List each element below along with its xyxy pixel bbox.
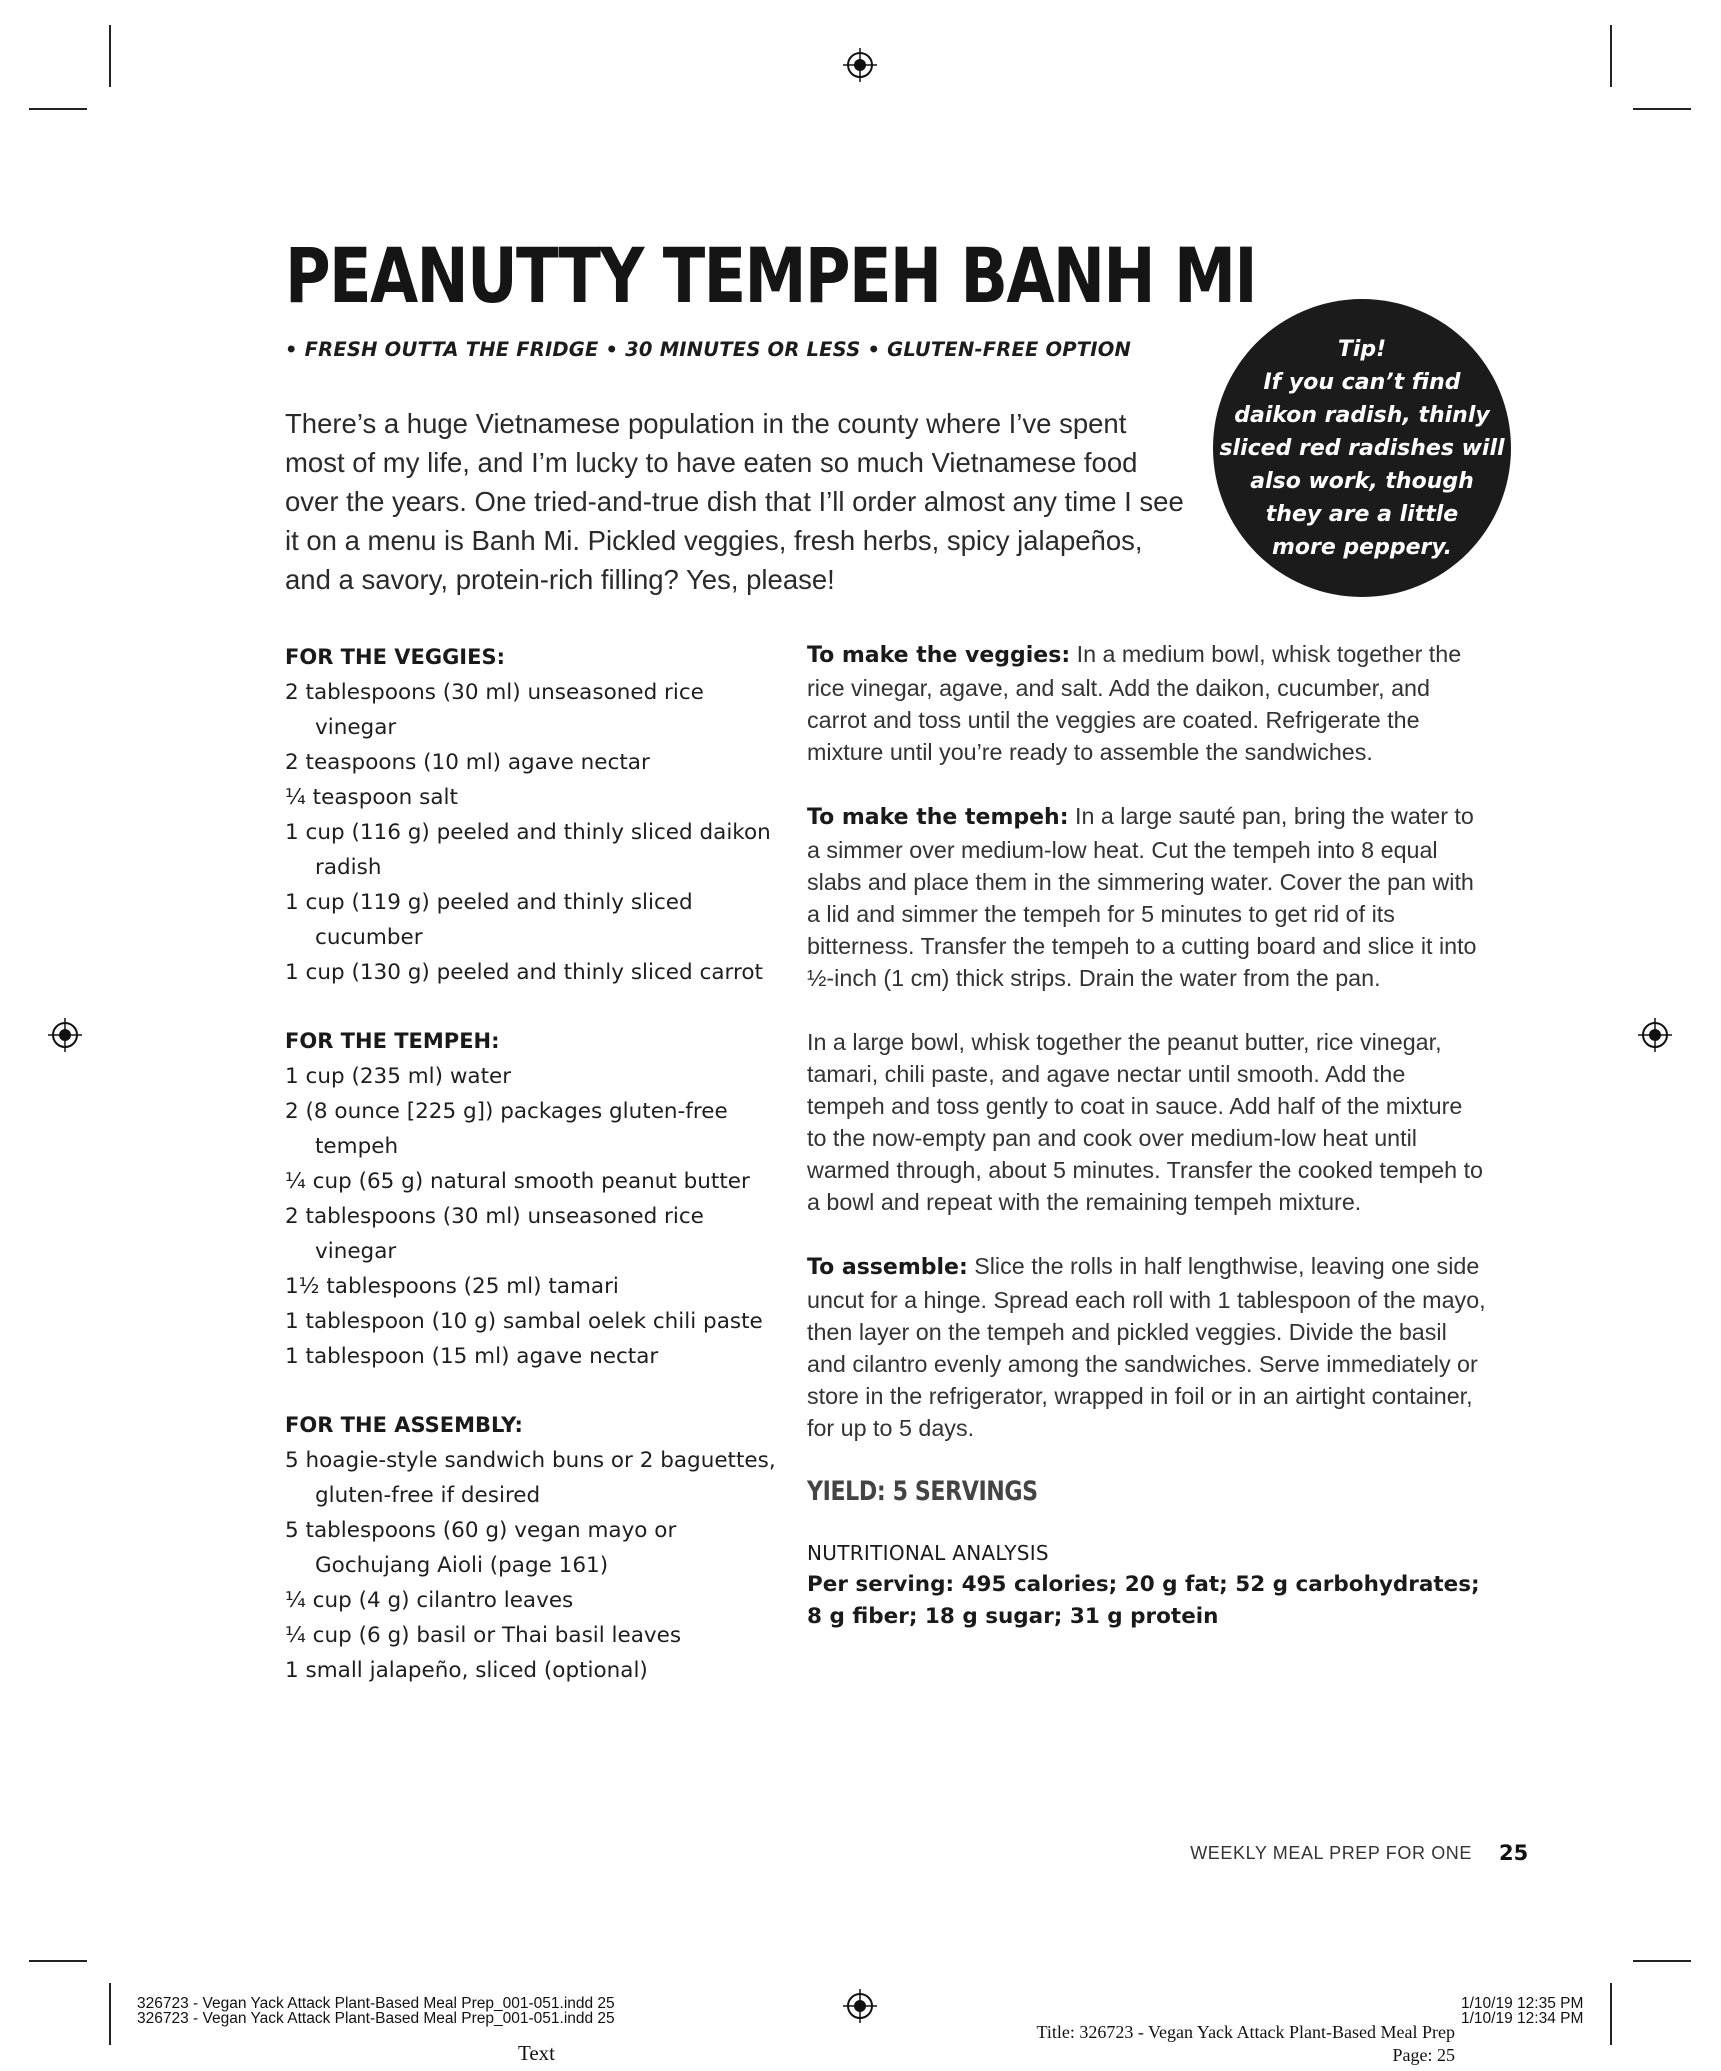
ingredient-item: 5 hoagie-style sandwich buns or 2 baguettes, gluten-free if desired: [285, 1448, 776, 1508]
tip-line: sliced red radishes will: [1219, 435, 1505, 461]
registration-mark-icon: [843, 1989, 877, 2023]
crop-mark-bottom-left: [109, 1983, 111, 2045]
nutrition-line: 8 g fiber; 18 g sugar; 31 g protein: [807, 1604, 1219, 1629]
ingredient-item: ¼ cup (6 g) basil or Thai basil leaves: [285, 1623, 682, 1648]
tempeh-ingredient-list: [285, 1059, 785, 1374]
method-step: [807, 1250, 1487, 1444]
step-lead: To assemble:: [807, 1255, 968, 1280]
ingredient-item: 1 cup (235 ml) water: [285, 1064, 512, 1089]
step-lead: To make the tempeh:: [807, 805, 1069, 830]
running-footer: WEEKLY MEAL PREP FOR ONE: [1190, 1843, 1472, 1863]
step-lead: To make the veggies:: [807, 643, 1071, 668]
registration-mark-icon: [843, 48, 877, 82]
tip-line: they are a little: [1265, 501, 1459, 527]
recipe-intro: There’s a huge Vietnamese population in the county where I’ve spent most of my life, and I’m lucky to have eaten so much Vietnamese food over the years. One tried-and-true dish that I’ll order almost any time I see it on a menu is Banh Mi. Pickled veggies, fresh herbs, spicy jalapeños, and a savory, protein-rich filling? Yes, please!: [285, 408, 1184, 595]
ingredient-item: ¼ cup (4 g) cilantro leaves: [285, 1588, 574, 1613]
page-number: 25: [1499, 1841, 1529, 1865]
crop-mark-top-right: [1610, 25, 1612, 87]
method-step: [807, 1026, 1487, 1218]
ingredient-item: 1 tablespoon (15 ml) agave nectar: [285, 1344, 659, 1369]
tip-line: also work, though: [1250, 468, 1474, 494]
slug-label: Text: [518, 2041, 556, 2065]
yield-heading: YIELD: 5 SERVINGS: [807, 1476, 1038, 1507]
slug-file-line: 326723 - Vegan Yack Attack Plant-Based Meal Prep_001-051.indd 25: [137, 2010, 615, 2027]
method-column: [807, 638, 1487, 1633]
section-heading-tempeh: FOR THE TEMPEH:: [285, 1029, 500, 1053]
slug-date-line: 1/10/19 12:34 PM: [1461, 2010, 1584, 2027]
ingredient-item: 2 tablespoons (30 ml) unseasoned rice vinegar: [285, 680, 704, 740]
method-step: [807, 800, 1487, 994]
step-text: In a medium bowl, whisk together the rice vinegar, agave, and salt. Add the daikon, cucumber, and carrot and toss until the veggies are coated. Refrigerate the mixture until you’re ready to assemble the sandwiches.: [807, 641, 1462, 765]
ingredient-item: 1 small jalapeño, sliced (optional): [285, 1658, 648, 1683]
registration-mark-icon: [1638, 1018, 1672, 1052]
tip-line: more peppery.: [1271, 534, 1453, 560]
ingredient-item: 1½ tablespoons (25 ml) tamari: [285, 1274, 619, 1299]
ingredient-item: 5 tablespoons (60 g) vegan mayo or Gochujang Aioli (page 161): [285, 1518, 677, 1578]
crop-mark-top-left: [109, 25, 111, 87]
tip-line: daikon radish, thinly: [1234, 402, 1490, 428]
recipe-title: PEANUTTY TEMPEH BANH MI: [285, 231, 1256, 320]
registration-mark-icon: [48, 1018, 82, 1052]
tip-line: Tip!: [1337, 336, 1387, 362]
nutrition-heading: NUTRITIONAL ANALYSIS: [807, 1541, 1049, 1565]
assembly-ingredient-list: [285, 1443, 785, 1688]
nutrition-line: Per serving: 495 calories; 20 g fat; 52 g carbohydrates;: [807, 1572, 1480, 1597]
crop-mark-bottom-right: [1610, 1983, 1612, 2045]
step-text: In a large bowl, whisk together the peanut butter, rice vinegar, tamari, chili paste, and agave nectar until smooth. Add the tempeh and toss gently to coat in sauce. Add half of the mixture to the now-empty pan and cook over medium-low heat until warmed through, about 5 minutes. Transfer the cooked tempeh to a bowl and repeat with the remaining tempeh mixture.: [807, 1029, 1483, 1215]
method-step: [807, 638, 1487, 768]
ingredient-item: ¼ teaspoon salt: [285, 785, 458, 810]
veggies-ingredient-list: [285, 675, 785, 990]
slug-date-line: 1/10/19 12:35 PM: [1461, 1995, 1584, 2012]
step-text: Slice the rolls in half lengthwise, leaving one side uncut for a hinge. Spread each roll with 1 tablespoon of the mayo, then layer on the tempeh and pickled veggies. Divide the basil and cilantro evenly among the sandwiches. Serve immediately or store in the refrigerator, wrapped in foil or in an airtight container, for up to 5 days.: [807, 1253, 1486, 1441]
tip-badge: [1213, 299, 1511, 597]
crop-mark-top-right-h: [1633, 108, 1691, 110]
ingredient-item: ¼ cup (65 g) natural smooth peanut butter: [285, 1169, 750, 1194]
slug-page-line: Page: 25: [1392, 2045, 1455, 2065]
tip-line: If you can’t find: [1263, 369, 1461, 395]
crop-mark-bottom-right-h: [1633, 1960, 1691, 1962]
crop-mark-bottom-left-h: [29, 1960, 87, 1962]
section-heading-veggies: FOR THE VEGGIES:: [285, 645, 505, 669]
slug-file-line: 326723 - Vegan Yack Attack Plant-Based Meal Prep_001-051.indd 25: [137, 1995, 615, 2012]
ingredient-item: 2 tablespoons (30 ml) unseasoned rice vinegar: [285, 1204, 704, 1264]
section-heading-assembly: FOR THE ASSEMBLY:: [285, 1413, 523, 1437]
recipe-tags: • FRESH OUTTA THE FRIDGE • 30 MINUTES OR LESS • GLUTEN-FREE OPTION: [285, 338, 1132, 361]
crop-mark-top-left-h: [29, 108, 87, 110]
ingredient-item: 2 (8 ounce [225 g]) packages gluten-free tempeh: [285, 1099, 728, 1159]
ingredient-item: 1 cup (130 g) peeled and thinly sliced carrot: [285, 960, 763, 985]
ingredient-item: 2 teaspoons (10 ml) agave nectar: [285, 750, 650, 775]
ingredients-column: [285, 640, 785, 1722]
ingredient-item: 1 cup (119 g) peeled and thinly sliced cucumber: [285, 890, 693, 950]
step-text: In a large sauté pan, bring the water to a simmer over medium-low heat. Cut the tempeh into 8 equal slabs and place them in the simmering water. Cover the pan with a lid and simmer the tempeh for 5 minutes to get rid of its bitterness. Transfer the tempeh to a cutting board and slice it into ½-inch (1 cm) thick strips. Drain the water from the pan.: [807, 803, 1477, 991]
slug-title-line: Title: 326723 - Vegan Yack Attack Plant-Based Meal Prep: [1036, 2022, 1455, 2042]
ingredient-item: 1 cup (116 g) peeled and thinly sliced daikon radish: [285, 820, 771, 880]
ingredient-item: 1 tablespoon (10 g) sambal oelek chili paste: [285, 1309, 763, 1334]
